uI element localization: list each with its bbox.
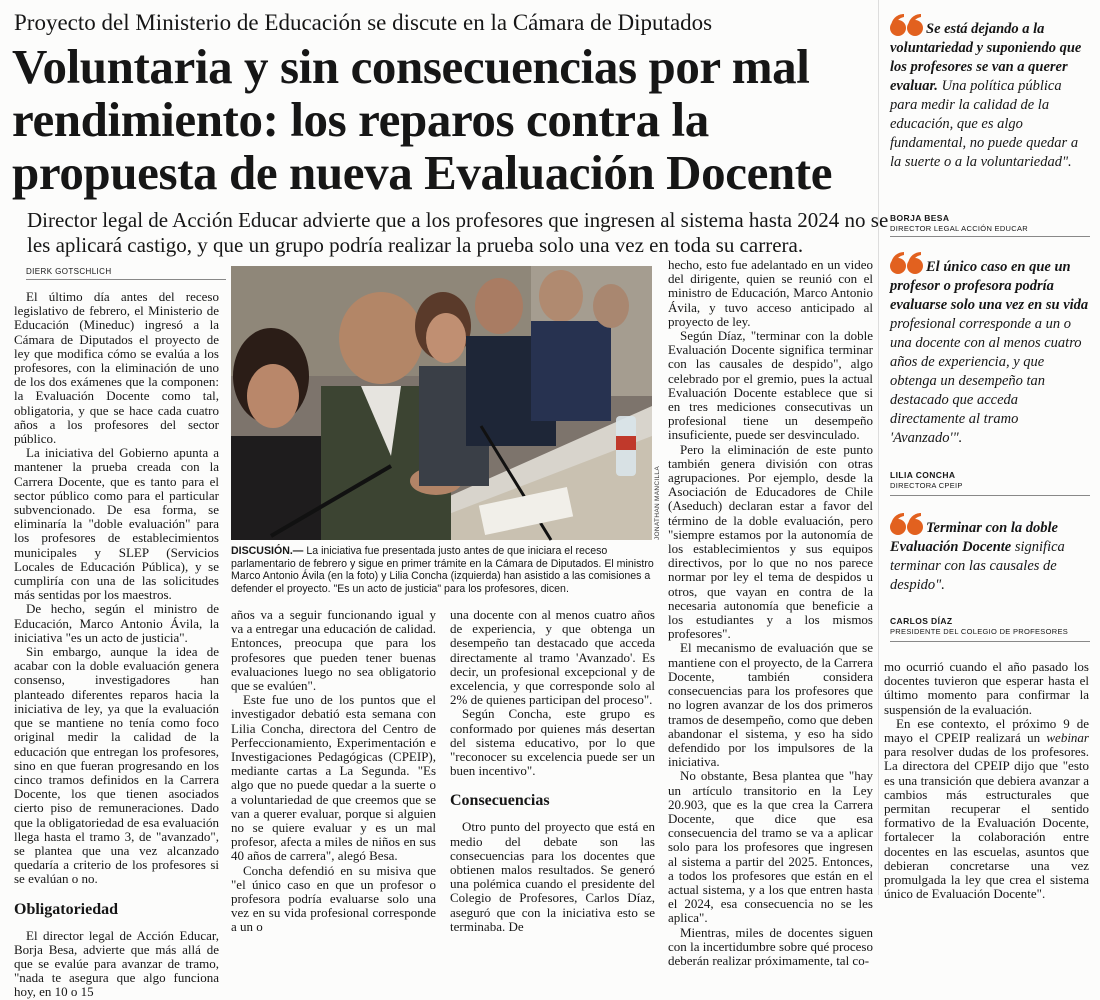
headline-line: propuesta de nueva Evaluación Docente [12,145,833,200]
paragraph: mo ocurrió cuando el año pasado los docentes tuvieron que esperar hasta el último momento para confirmar la suspensión de la evaluación. [884,659,1089,717]
quote-author-role: DIRECTOR LEGAL ACCIÓN EDUCAR [890,224,1029,233]
quote-rule [890,641,1090,642]
quote-text: significa terminar con las causales de despido". [890,539,1065,593]
quote-rule [890,236,1090,237]
paragraph: Según Díaz, "terminar con la doble Evaluación Docente significa terminar con las causales de despido", algo celebrado por el gremio, pues la actual Evaluación Docente establece que si en tres mediciones consecutivas un profesional tiene un desempeño insuficiente, puede ser desvinculado. [668,328,873,443]
quote-author: CARLOS DÍAZ [890,616,953,626]
quote-author-role: PRESIDENTE DEL COLEGIO DE PROFESORES [890,627,1069,636]
deck-line: Director legal de Acción Educar advierte que a los profesores que ingresen al sistema hasta 2024 no se [27,208,889,232]
headline-line: rendimiento: los reparos contra la [12,92,709,147]
paragraph: Otro punto del proyecto que está en medio del debate son las consecuencias para los docentes que obtienen malos resultados. Se generó una polémica cuando el presidente del Colegio de Profesores, Carlos Díaz, aseguró que con la iniciativa esto se terminaba. De [450,819,655,934]
article-column-4 [668,257,873,968]
paragraph: No obstante, Besa plantea que "hay un artículo transitorio en la Ley 20.903, que es la que crea la Carrera Docente, que dice que esa consecuencia del tramo se va a aplicar solo para los profesores que ingresen al sistema a partir del 2025. Entonces, a todos los profesores que están en el actual sistema, y a los que entren hasta el 2024, esa consecuencia no se les aplica". [668,768,873,926]
quote-author-role: DIRECTORA CPEIP [890,481,963,490]
paragraph: Concha defendió en su misiva que "el único caso en que un profesor o profesora podría evaluarse solo una vez en su vida profesional corresponde a un o [231,862,436,935]
article-column-3 [450,607,655,934]
photo-illustration [231,266,652,540]
subheading: Consecuencias [450,792,550,810]
quote-emphasis: El único caso en que un profesor o profesora podría evaluarse solo una vez en su vida [890,259,1089,313]
article-column-2 [231,607,436,935]
quote-mark-icon [890,513,924,535]
paragraph: De hecho, según el ministro de Educación, Marco Antonio Ávila, la iniciativa "es un acto de justicia". [14,601,219,645]
paragraph: años va a seguir funcionando igual y va a entregar una educación de calidad. Entonces, preocupa que para los profesores que pueden tener buenas evaluaciones luego no sea obligatorio que se evalúen". [231,607,436,694]
quote-text: profesional corresponde a un o una docente con al menos cuatro años de experiencia, y que obtenga un desempeño tan destacado que acceda directamente al tramo 'Avanzado'". [890,316,1082,446]
article-column-1 [14,289,219,1000]
article-column-5 [884,659,1089,902]
photo-credit: JONATHAN MANCILLA [654,466,661,540]
paragraph: Mientras, miles de docentes siguen con la incertidumbre sobre qué proceso deberán realizar próximamente, tal co- [668,924,873,968]
quote-author: BORJA BESA [890,213,950,223]
headline [12,40,862,199]
photo-caption [231,545,666,595]
paragraph: Sin embargo, aunque la idea de acabar con la doble evaluación genera consenso, investigadores han planteado diferentes reparos hacia la iniciativa de ley, ya que la evaluación que se mantiene no tenía como foco original medir la calidad de la educación que entregan los profesores, sino en que fueran progresando en los cinco tramos definidos en la Carrera Docente, los que tienen asociados cierto piso de remuneraciones. Dado que la obligatoriedad de esa evaluación llega hasta el tramo 3, de "avanzado", se plantea que una vez alcanzado quedaría a criterio de los profesores si se evalúan o no. [14,644,219,887]
byline-rule [26,279,226,280]
paragraph: La iniciativa del Gobierno apunta a mantener la prueba creada con la Carrera Docente, que es tanto para el sector público como para el particular subvencionado. De esa forma, se eliminaría la "doble evaluación" para los profesores de establecimientos municipales y SLEP (Servicios Locales de Educación Pública), y se cumpliría con una de las solicitudes más sentidas por los maestros. [14,445,219,603]
byline: DIERK GOTSCHLICH [26,267,112,276]
paragraph-part: En ese contexto, el próximo 9 de mayo el CPEIP realizará un [884,715,1089,746]
caption-label: DISCUSIÓN.— [231,545,304,557]
paragraph: El mecanismo de evaluación que se mantiene con el proyecto, de la Carrera Docente, también considera consecuencias para los profesores que no logren avanzar de los dos primeros tramos de desempeño, como que deben abandonar el sistema, y eso ha sido defendido por los impulsores de la iniciativa. [668,640,873,770]
pull-quote-3 [890,513,1090,595]
article-photo [231,266,652,540]
paragraph: una docente con al menos cuatro años de experiencia, y que obtenga un desempeño tan destacado que acceda directamente al tramo 'Avanzado'. Es decir, un profesional excepcional y de excelencia, y que corresponde solo al 2% de quienes participan del proceso". [450,607,655,708]
paragraph [884,717,1089,902]
quote-author: LILIA CONCHA [890,470,956,480]
paragraph: Según Concha, este grupo es conformado por quienes más desertan del sistema educativo, por lo que "reconocer su excelencia puede ser un buen incentivo". [450,706,655,779]
paragraph: El director legal de Acción Educar, Borja Besa, advierte que más allá de que se evalúe para avanzar de tramo, "nada te asegura que algo funciona hoy, en 10 o 15 [14,927,219,1000]
quote-mark-icon [890,14,924,36]
quote-mark-icon [890,252,924,274]
paragraph-part: para resolver dudas de los profesores. La directora del CPEIP dijo que "esto es una transición que debiera avanzar a cambios más estructurales que permitan recuperar el sentido formativo de la Evaluación Docente, fortalecer la colaboración entre docentes en las escuelas, asuntos que debieran concretarse una vez promulgada la ley que crea el sistema único de Evaluación Docente". [884,744,1089,902]
paragraph-emphasis: webinar [1046,730,1089,746]
paragraph: Este fue uno de los puntos que el investigador debatió esta semana con Lilia Concha, directora del Centro de Perfeccionamiento, Experimentación e Investigaciones Pedagógicas (CPEIP), mediante cartas a La Segunda. "Es algo que no puede quedar a la suerte o a voluntariedad de que creemos que se van a querer evaluar, porque si alguien no se quiere evaluar y es un mal profesor, afecta a miles de niños en sus 40 años de carrera", alegó Besa. [231,692,436,864]
headline-line: Voluntaria y sin consecuencias por mal [12,39,810,94]
quote-rule [890,495,1090,496]
pull-quote-1 [890,14,1090,172]
deck-line: les aplicará castigo, y que un grupo podría realizar la prueba solo una vez en toda su carrera. [27,233,804,257]
kicker: Proyecto del Ministerio de Educación se discute en la Cámara de Diputados [14,10,713,35]
deck [27,208,889,258]
paragraph: Pero la eliminación de este punto también genera división con otras agrupaciones. Por ejemplo, desde la Asociación de Educadores de Chile (Aseduch) declaran estar a favor del término de la doble evaluación, pero "siempre estamos por la autonomía de los establecimientos y sus equipos directivos, por lo que no nos parece normar por ley el tema de despidos u otros, que vayan en contra de la necesaria autonomía que beneficie a los estudiantes y a los mismos profesores". [668,441,873,642]
pull-quote-2 [890,252,1090,448]
paragraph: El último día antes del receso legislativo de febrero, el Ministerio de Educación (Mineduc) ingresó a la Cámara de Diputados el proyecto de ley que modifica cómo se evalúa a los profesores, con la eliminación de uno de los dos exámenes que la componen: la Evaluación Docente como tal, obligatoria, y que se hace cada cuatro años a los profesores del sector público. [14,289,219,447]
quote-text: Una política pública para medir la calidad de la educación, que es algo fundamental, no puede quedar a la suerte o a la voluntariedad". [890,78,1079,170]
subheading: Obligatoriedad [14,900,119,918]
caption-text: La iniciativa fue presentada justo antes de que iniciara el receso parlamentario de febrero y sigue en primer trámite en la Cámara de Diputados. El ministro Marco Antonio Ávila (en la foto) y Lilia Concha (izquierda) han asistido a las comisiones a defender el proyecto. "Es un acto de justicia" para los profesores, dicen. [231,545,654,595]
sidebar-divider [878,0,879,895]
quote-emphasis: Se está dejando a la voluntariedad y suponiendo que los profesores se van a querer evaluar. [890,21,1082,94]
quote-emphasis: Terminar con la doble Evaluación Docente [890,520,1058,555]
paragraph: hecho, esto fue adelantado en un video del dirigente, quien se reunió con el ministro de Educación, Marco Antonio Ávila, y tuvo acceso anticipado al proyecto de ley. [668,257,873,329]
